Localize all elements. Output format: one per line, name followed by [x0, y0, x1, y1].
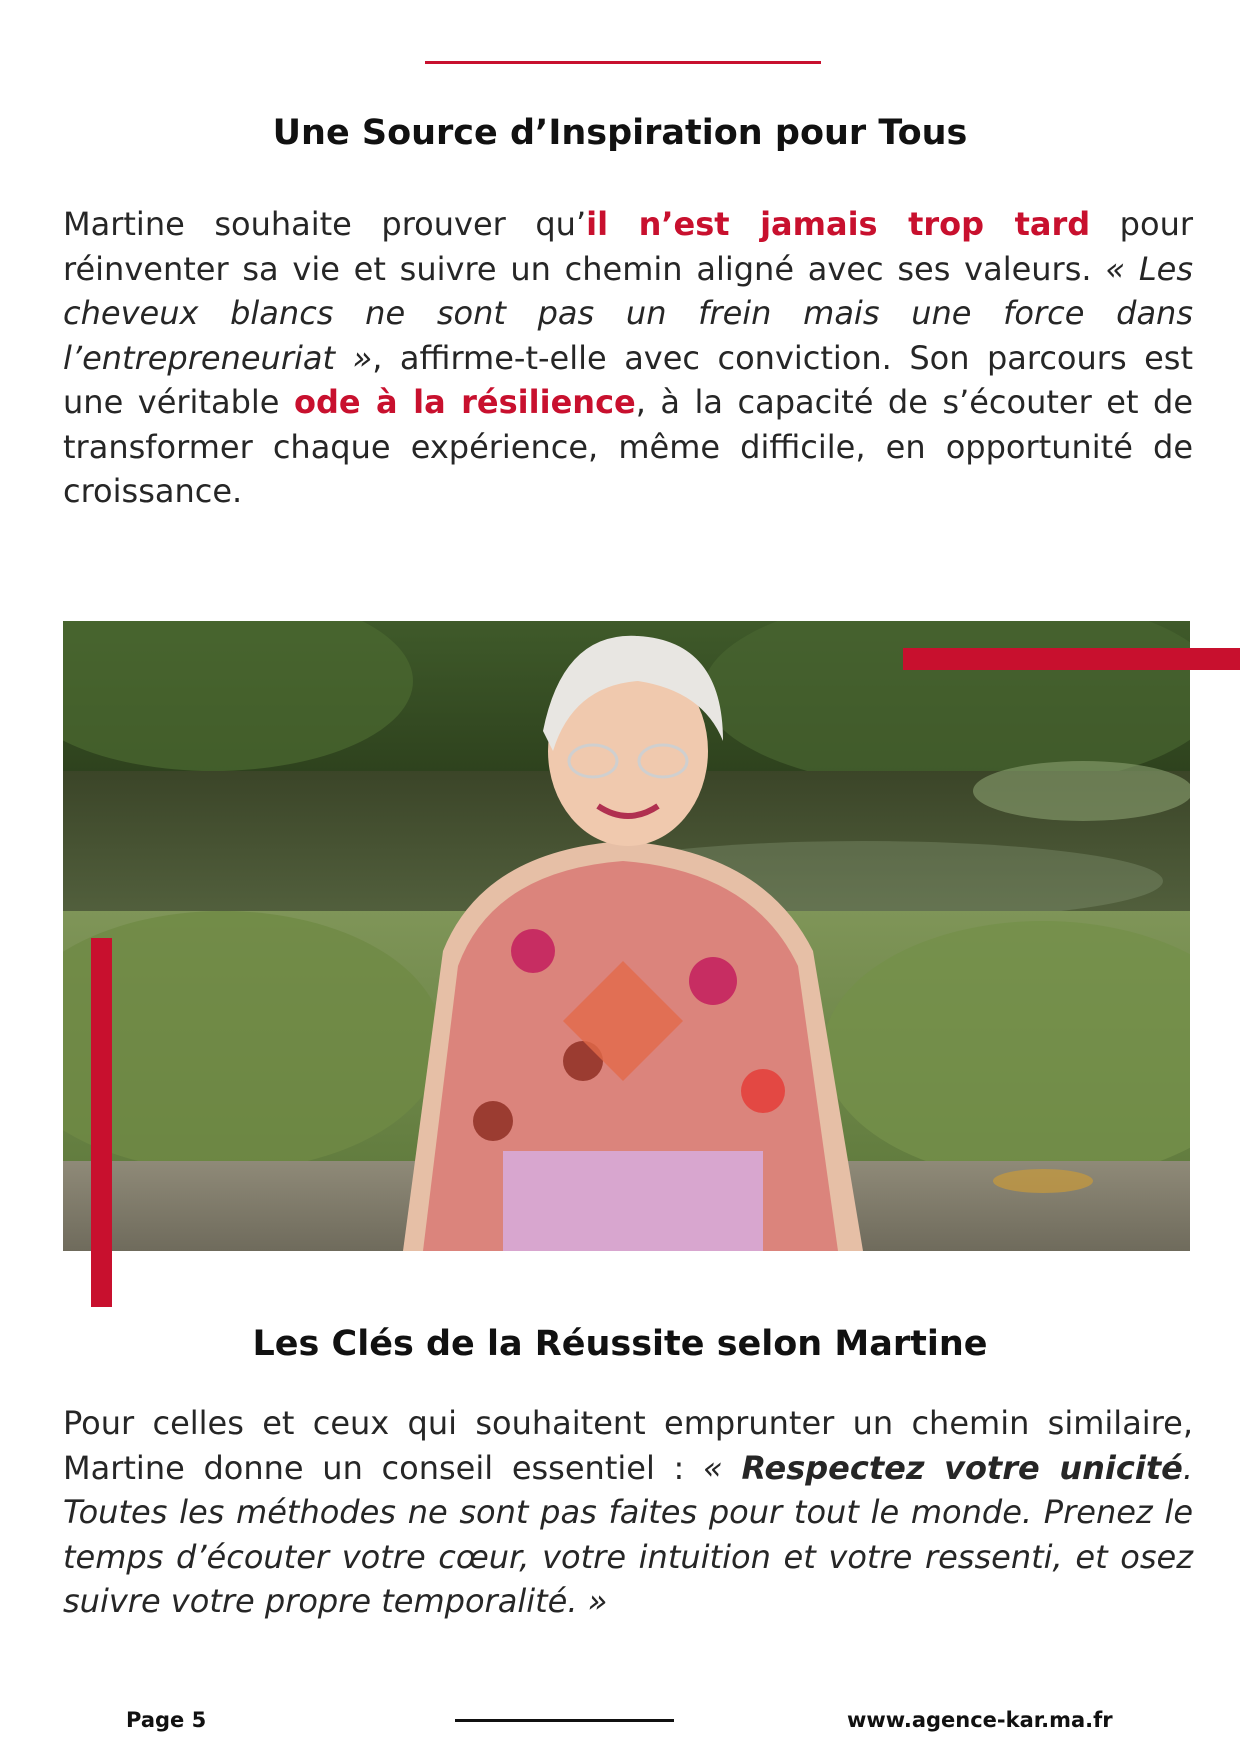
website-url: www.agence-kar.ma.fr [847, 1708, 1113, 1732]
paragraph-inspiration [63, 202, 1193, 514]
decorative-bar-right [903, 648, 1240, 670]
highlight-resilience: ode à la résilience [293, 383, 636, 421]
highlight-respect-uniqueness: Respectez votre unicité [741, 1448, 1183, 1487]
section-heading-keys-success: Les Clés de la Réussite selon Martine [252, 1324, 988, 1364]
text-run: , affirme-t-elle avec conviction. Son parcours est une véritable [63, 338, 1194, 421]
text-run: , à la capacité de s’écouter et de transformer chaque expérience, même difficile, en opportunité de croissance. [63, 383, 1194, 510]
text-run: Martine souhaite prouver qu’ [63, 205, 587, 243]
top-divider [425, 61, 821, 64]
photo-illustration [63, 621, 1190, 1251]
page-number: Page 5 [126, 1708, 207, 1732]
footer-divider [455, 1719, 674, 1722]
portrait-photo [63, 621, 1190, 1251]
paragraph-keys-success [63, 1401, 1193, 1624]
decorative-bar-left [91, 938, 112, 1307]
quote-open: « [703, 1448, 742, 1487]
text-run: Pour celles et ceux qui souhaitent emprunter un chemin similaire, Martine donne un conseil essentiel : [63, 1404, 1193, 1487]
section-heading-inspiration: Une Source d’Inspiration pour Tous [272, 113, 968, 153]
quote-white-hair: « Les cheveux blancs ne sont pas un frein mais une force dans l’entrepreneuriat » [63, 249, 1194, 377]
highlight-never-too-late: il n’est jamais trop tard [586, 205, 1091, 243]
text-run: pour réinventer sa vie et suivre un chemin aligné avec ses valeurs. [63, 205, 1194, 288]
quote-advice: . Toutes les méthodes ne sont pas faites pour tout le monde. Prenez le temps d’écouter votre cœur, votre intuition et votre ressenti, et osez suivre votre propre temporalité. » [63, 1448, 1194, 1620]
